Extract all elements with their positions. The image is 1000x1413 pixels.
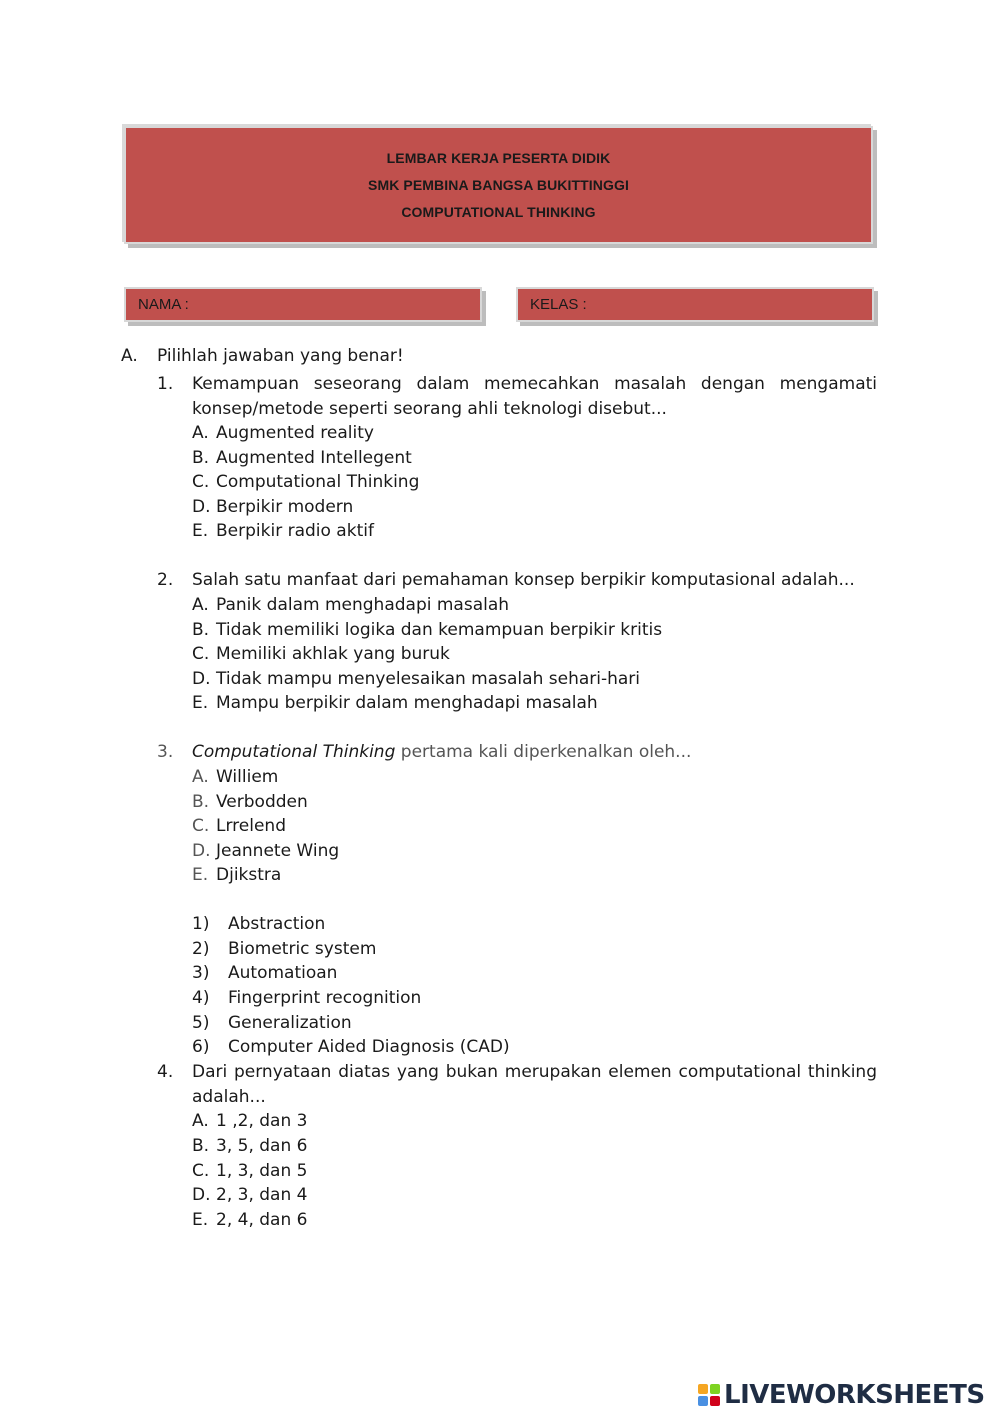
question-3-rest: pertama kali diperkenalkan oleh... [395, 742, 692, 762]
q3-option-a[interactable]: Williem [216, 767, 279, 787]
section-instruction: Pilihlah jawaban yang benar! [157, 346, 404, 366]
statement-1: Abstraction [228, 914, 326, 934]
q4-option-a[interactable]: 1 ,2, dan 3 [216, 1111, 308, 1131]
q3-option-b[interactable]: Verbodden [216, 792, 308, 812]
q1-option-c[interactable]: Computational Thinking [216, 472, 420, 492]
q1-option-a-letter: A. [192, 423, 209, 443]
question-1-line1: Kemampuan seseorang dalam memecahkan masalah dengan mengamati [192, 374, 877, 394]
q3-option-c-letter: C. [192, 816, 210, 836]
q4-option-c[interactable]: 1, 3, dan 5 [216, 1161, 308, 1181]
statement-6: Computer Aided Diagnosis (CAD) [228, 1037, 510, 1057]
q2-option-e-letter: E. [192, 693, 209, 713]
question-1-number: 1. [157, 374, 174, 394]
statement-1-number: 1) [192, 914, 210, 934]
statement-2: Biometric system [228, 939, 377, 959]
question-3-number: 3. [157, 742, 174, 762]
question-4-number: 4. [157, 1062, 174, 1082]
statement-3: Automatioan [228, 963, 338, 983]
kelas-label: KELAS : [530, 296, 587, 313]
logo-square-4 [710, 1396, 720, 1406]
q1-option-d-letter: D. [192, 497, 211, 517]
q2-option-d[interactable]: Tidak mampu menyelesaikan masalah sehari-hari [216, 669, 641, 689]
worksheet-header [124, 126, 873, 244]
header-subject-line: COMPUTATIONAL THINKING [401, 204, 596, 220]
question-1-line2: konsep/metode seperti seorang ahli teknologi disebut... [192, 399, 667, 419]
question-2-line1: Salah satu manfaat dari pemahaman konsep berpikir komputasional adalah... [192, 570, 855, 590]
q2-option-d-letter: D. [192, 669, 211, 689]
statement-5-number: 5) [192, 1013, 210, 1033]
statement-5: Generalization [228, 1013, 352, 1033]
nama-label: NAMA : [138, 296, 189, 313]
q3-option-b-letter: B. [192, 792, 210, 812]
statement-3-number: 3) [192, 963, 210, 983]
question-2-number: 2. [157, 570, 174, 590]
q3-option-e-letter: E. [192, 865, 209, 885]
liveworksheets-logo [698, 1378, 985, 1412]
question-3-text [192, 740, 691, 764]
logo-square-3 [698, 1396, 708, 1406]
q3-option-d-letter: D. [192, 841, 211, 861]
q4-option-e-letter: E. [192, 1210, 209, 1230]
q4-option-a-letter: A. [192, 1111, 209, 1131]
q2-option-e[interactable]: Mampu berpikir dalam menghadapi masalah [216, 693, 598, 713]
question-3-italic: Computational Thinking [192, 742, 396, 762]
question-4-line1: Dari pernyataan diatas yang bukan merupakan elemen computational thinking [192, 1062, 877, 1082]
q2-option-c[interactable]: Memiliki akhlak yang buruk [216, 644, 450, 664]
q1-option-a[interactable]: Augmented reality [216, 423, 374, 443]
kelas-field[interactable] [516, 287, 874, 322]
section-letter: A. [121, 346, 138, 366]
liveworksheets-logo-icon [698, 1384, 720, 1406]
q3-option-d[interactable]: Jeannete Wing [216, 841, 340, 861]
q4-option-b[interactable]: 3, 5, dan 6 [216, 1136, 308, 1156]
q4-option-b-letter: B. [192, 1136, 210, 1156]
q2-option-b-letter: B. [192, 620, 210, 640]
logo-square-1 [698, 1384, 708, 1394]
q3-option-e[interactable]: Djikstra [216, 865, 282, 885]
q1-option-b[interactable]: Augmented Intellegent [216, 448, 412, 468]
q4-option-d[interactable]: 2, 3, dan 4 [216, 1185, 308, 1205]
q4-option-d-letter: D. [192, 1185, 211, 1205]
q3-option-c[interactable]: Lrrelend [216, 816, 286, 836]
header-title-line1: LEMBAR KERJA PESERTA DIDIK [386, 150, 611, 166]
q2-option-a[interactable]: Panik dalam menghadapi masalah [216, 595, 510, 615]
statement-6-number: 6) [192, 1037, 210, 1057]
statement-2-number: 2) [192, 939, 210, 959]
q1-option-b-letter: B. [192, 448, 210, 468]
logo-square-2 [710, 1384, 720, 1394]
q3-option-a-letter: A. [192, 767, 209, 787]
nama-field[interactable] [124, 287, 482, 322]
question-4-line2: adalah... [192, 1087, 266, 1107]
statement-4: Fingerprint recognition [228, 988, 422, 1008]
statement-4-number: 4) [192, 988, 210, 1008]
q2-option-a-letter: A. [192, 595, 209, 615]
q1-option-d[interactable]: Berpikir modern [216, 497, 354, 517]
header-school-line: SMK PEMBINA BANGSA BUKITTINGGI [368, 177, 629, 193]
q4-option-e[interactable]: 2, 4, dan 6 [216, 1210, 308, 1230]
q1-option-e-letter: E. [192, 521, 209, 541]
q2-option-b[interactable]: Tidak memiliki logika dan kemampuan berpikir kritis [216, 620, 663, 640]
q4-option-c-letter: C. [192, 1161, 210, 1181]
liveworksheets-brand: LIVEWORKSHEETS [724, 1380, 985, 1410]
q1-option-c-letter: C. [192, 472, 210, 492]
q2-option-c-letter: C. [192, 644, 210, 664]
q1-option-e[interactable]: Berpikir radio aktif [216, 521, 374, 541]
